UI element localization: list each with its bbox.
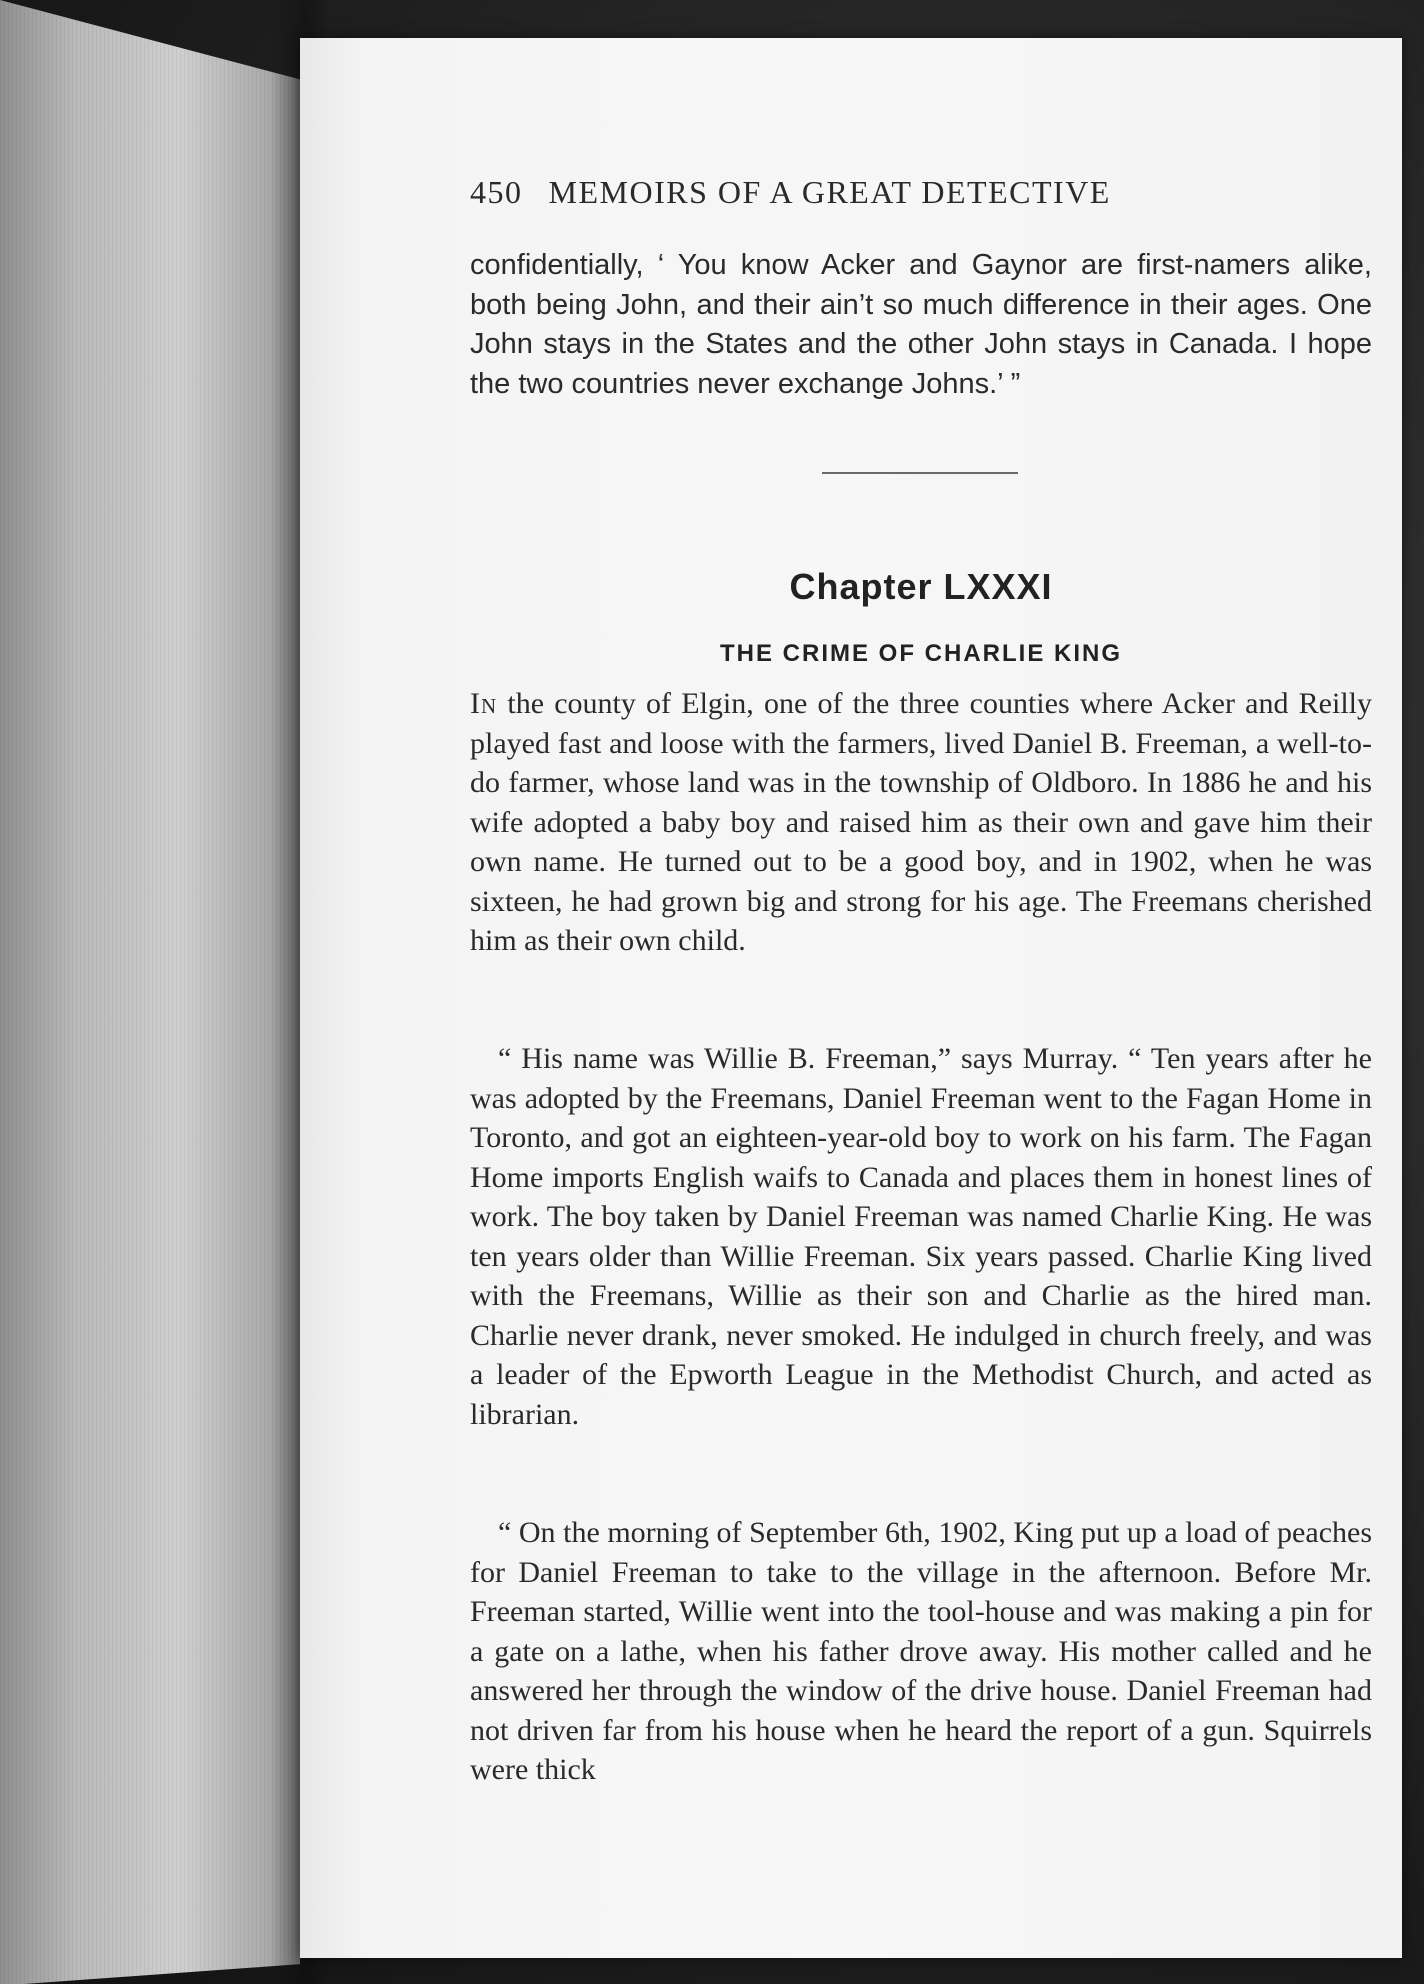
page-number: 450 — [470, 174, 523, 210]
paragraph-1-text: the county of Elgin, one of the three counties where Acker and Reilly played fast and loose with the farmers, lived Daniel B. Freeman, a well-to-do farmer, whose land was in the township of Oldboro. In 1886 he and his wife adopted a baby boy and raised him as their own and gave him their own name. He turned out to be a good boy, and in 1902, when he was sixteen, he had grown big and strong for his age. The Freemans cherished him as their own child. — [470, 687, 1372, 957]
running-head-title: MEMOIRS OF A GREAT DETECTIVE — [548, 174, 1111, 210]
section-divider-rule — [822, 472, 1018, 474]
paragraph-3: “ On the morning of September 6th, 1902, King put up a load of peaches for Daniel Freeman to take to the village in the afternoon. Before Mr. Freeman started, Willie went into the tool-house and was making a pin for a gate on a lathe, when his father drove away. His mother called and he answered her through the window of the drive house. Daniel Freeman had not driven far from his house when he heard the report of a gun. Squirrels were thick — [470, 1516, 1372, 1786]
running-head — [470, 174, 1372, 211]
chapter-subtitle: THE CRIME OF CHARLIE KING — [720, 640, 1122, 667]
book-page-edges — [0, 0, 300, 1984]
paragraph-2: “ His name was Willie B. Freeman,” says Murray. “ Ten years after he was adopted by the Freemans, Daniel Freeman went to the Fagan Home in Toronto, and got an eighteen-year-old boy to work on his farm. The Fagan Home imports English waifs to Canada and places them in honest lines of work. The boy taken by Daniel Freeman was named Charlie King. He was ten years older than Willie Freeman. Six years passed. Charlie King lived with the Freemans, Willie as their son and Charlie as the hired man. Charlie never drank, never smoked. He indulged in church freely, and was a leader of the Epworth League in the Methodist Church, and acted as librarian. — [470, 1042, 1372, 1431]
book-page — [300, 38, 1402, 1958]
previous-chapter-paragraph: confidentially, ‘ You know Acker and Gaynor are first-namers alike, both being John, and their ain’t so much difference in their ages. One John stays in the States and the other John stays in Canada. I hope the two countries never exchange Johns.’ ” — [470, 249, 1372, 400]
paragraph-1 — [470, 684, 1372, 961]
chapter-title: Chapter LXXXI — [789, 566, 1053, 607]
paragraph-1-lead: In — [470, 687, 498, 720]
